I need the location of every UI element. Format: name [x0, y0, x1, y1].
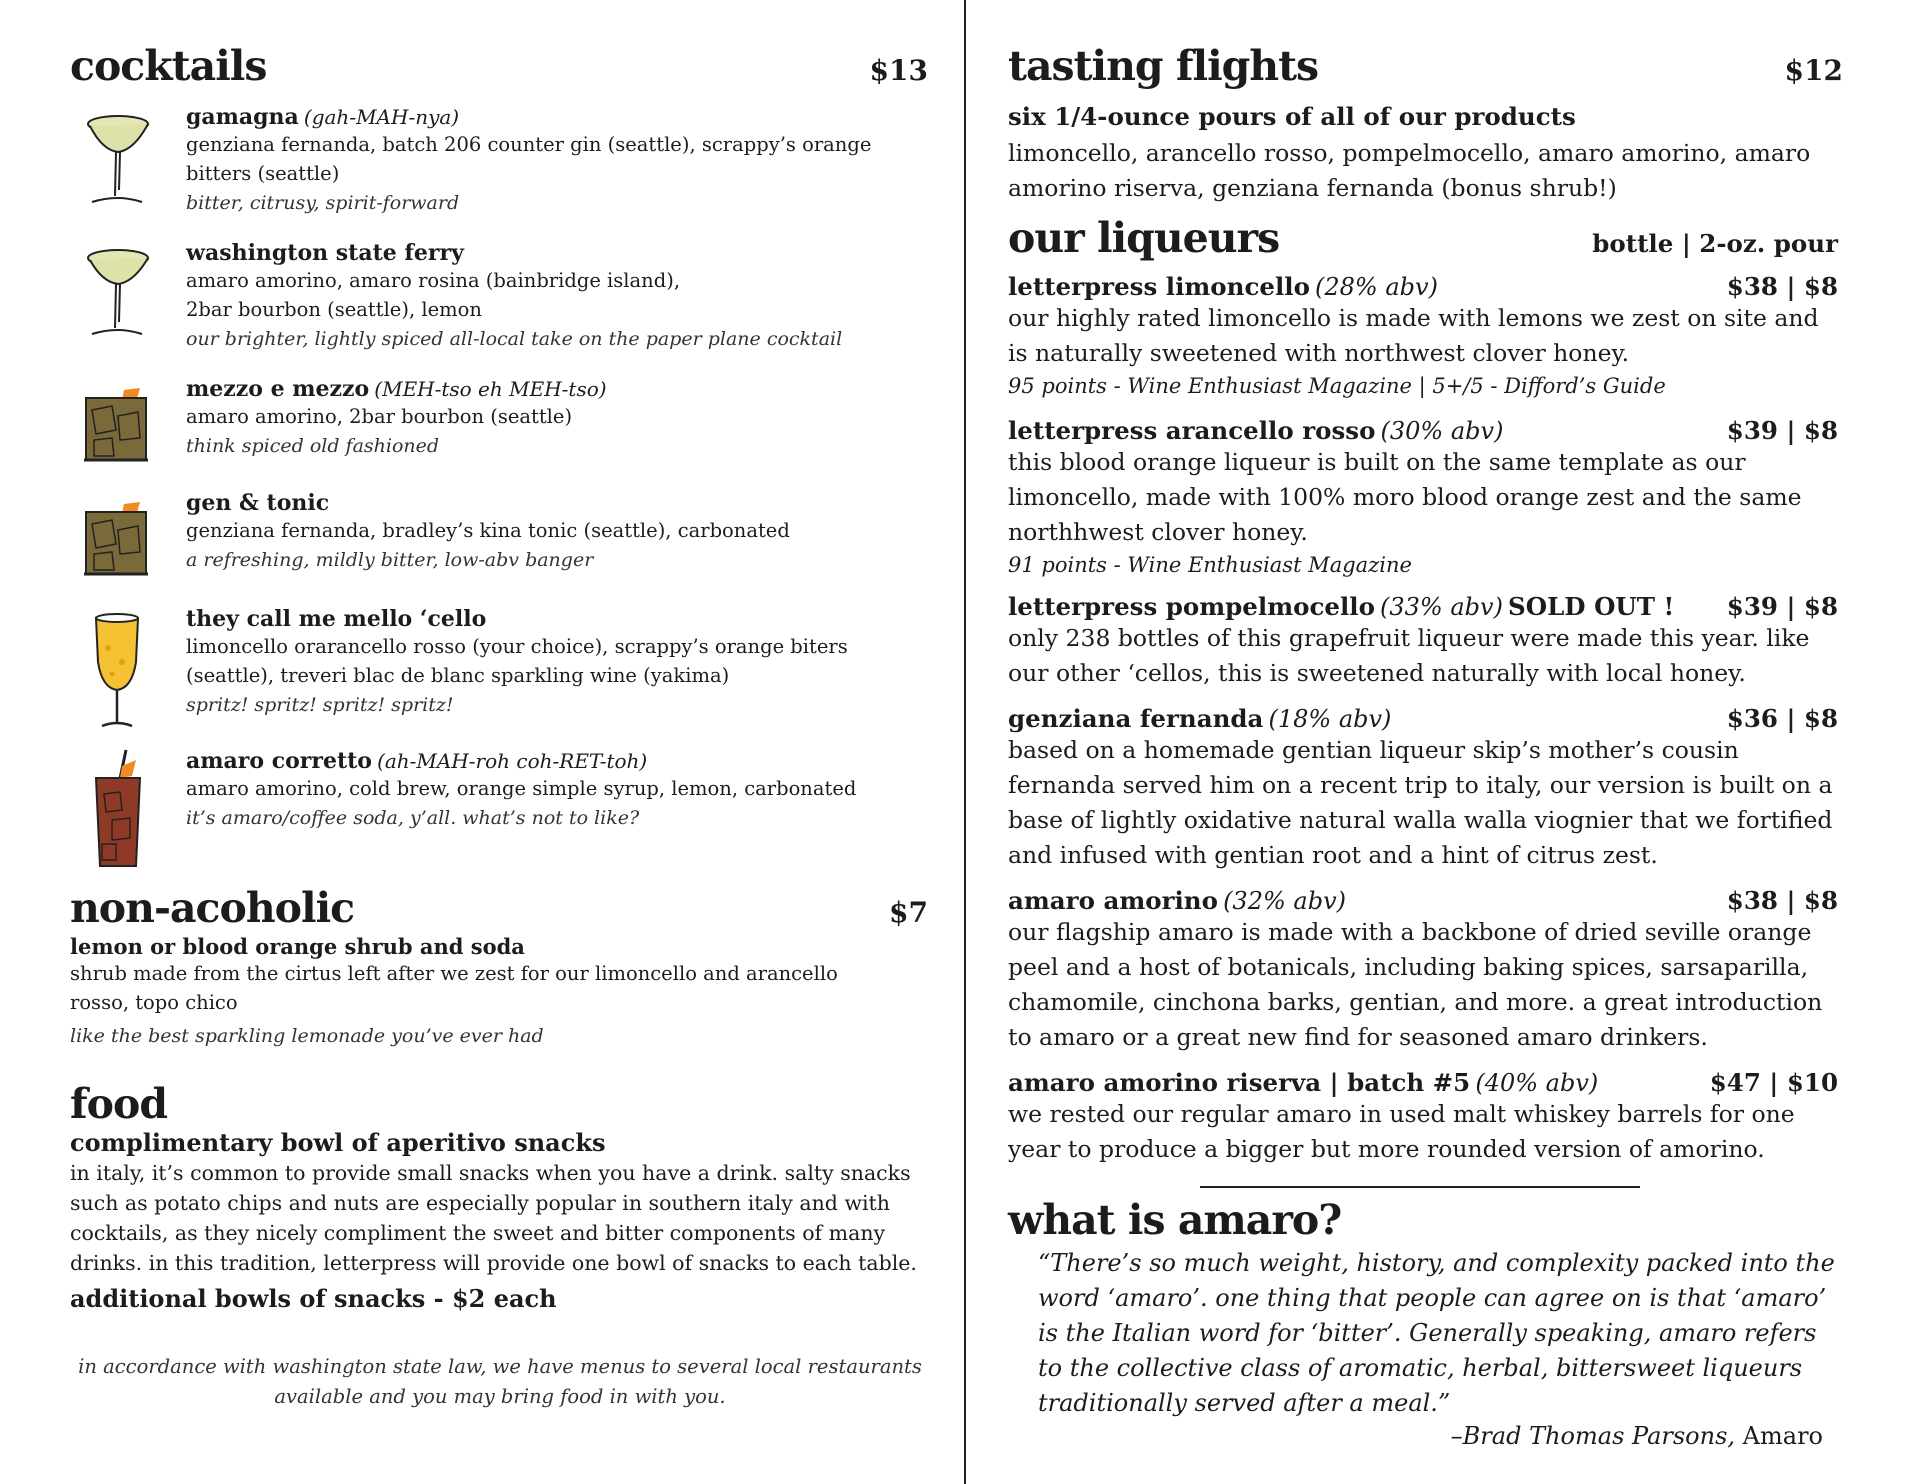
liqueur-abv: (18% abv) [1268, 705, 1392, 733]
cocktail-name: washington state ferry [186, 240, 464, 266]
cocktail-note: spritz! spritz! spritz! spritz! [186, 694, 454, 716]
non-alcoholic-header [70, 884, 928, 932]
tasting-subtitle: six 1/4-ounce pours of all of our products [1008, 102, 1576, 131]
cocktail-text [186, 376, 926, 461]
non-alcoholic-title: non-acoholic [70, 884, 355, 932]
liqueurs-header [1008, 214, 1838, 262]
liqueur-price: $47 | $10 [1709, 1068, 1838, 1097]
liqueur-description: based on a homemade gentian liqueur skip’s mother’s cousin fernanda served him on a recent trip to italy, our version is built on a base of lightly oxidative natural walla walla viognier that we fortified and infused with gentian root and a hint of citrus zest. [1008, 736, 1833, 869]
highball-glass-icon [82, 748, 152, 872]
food-subtitle: complimentary bowl of aperitivo snacks [70, 1128, 606, 1157]
coupe-glass-icon [82, 244, 152, 344]
tasting-header [1008, 42, 1843, 90]
liqueur-note: 91 points - Wine Enthusiast Magazine [1008, 553, 1412, 577]
liqueur-name: amaro amorino riserva | batch #5 [1008, 1068, 1471, 1097]
liqueur-abv: (33% abv) [1380, 593, 1503, 621]
cocktails-header [70, 42, 928, 90]
liqueur-abv: (40% abv) [1475, 1069, 1599, 1097]
cocktail-pronunciation: (MEH-tso eh MEH-tso) [374, 377, 607, 401]
cocktail-name: mezzo e mezzo [186, 376, 370, 402]
cocktail-text [186, 240, 926, 354]
amaro-title: what is amaro? [1008, 1196, 1342, 1244]
cocktail-name: they call me mello ‘cello [186, 606, 487, 632]
cocktail-text [186, 748, 926, 833]
cocktail-name: gamagna [186, 104, 299, 130]
cocktail-note: think spiced old fashioned [186, 435, 440, 457]
cocktail-text [186, 104, 926, 218]
liqueur-note: 95 points - Wine Enthusiast Magazine | 5+/5 - Difford’s Guide [1008, 374, 1666, 398]
food-description: in italy, it’s common to provide small snacks when you have a drink. salty snacks such as potato chips and nuts are especially popular in southern italy and with cocktails, as they nicely compliment the sweet and bitter components of many drinks. in this tradition, letterpress will provide one bowl of snacks to each table. [70, 1161, 917, 1275]
liqueur-description: this blood orange liqueur is built on the same template as our limoncello, made with 100% moro blood orange zest and the same northhwest clover honey. [1008, 448, 1802, 546]
section-rule [1200, 1186, 1640, 1188]
cocktail-ingredients: amaro amorino, amaro rosina (bainbridge island), 2bar bourbon (seattle), lemon [186, 269, 681, 321]
liqueur-description: our flagship amaro is made with a backbone of dried seville orange peel and a host of botanicals, including baking spices, sarsaparilla, chamomile, cinchona barks, gentian, and more. a great introduction to amaro or a great new find for seasoned amaro drinkers. [1008, 918, 1823, 1051]
liqueur-name: letterpress limoncello [1008, 272, 1310, 301]
liqueur-item [1008, 592, 1838, 691]
non-alcoholic-description: shrub made from the cirtus left after we zest for our limoncello and arancello rosso, topo chico [70, 962, 838, 1014]
liqueur-item [1008, 416, 1838, 581]
cocktail-name: gen & tonic [186, 490, 330, 516]
quote-source: Amaro [1742, 1422, 1823, 1450]
cocktail-pronunciation: (gah-MAH-nya) [303, 105, 460, 129]
liqueur-abv: (32% abv) [1223, 887, 1346, 915]
cocktail-ingredients: amaro amorino, cold brew, orange simple syrup, lemon, carbonated [186, 777, 857, 800]
liqueur-description: our highly rated limoncello is made with lemons we zest on site and is naturally sweetened with northwest clover honey. [1008, 304, 1819, 367]
liqueur-price: $38 | $8 [1726, 272, 1838, 301]
tasting-title: tasting flights [1008, 42, 1319, 90]
rocks-glass-icon [82, 500, 152, 580]
liqueur-name: letterpress pompelmocello [1008, 592, 1375, 621]
liqueur-description: we rested our regular amaro in used malt whiskey barrels for one year to produce a bigger but more rounded version of amorino. [1008, 1100, 1795, 1163]
cocktail-name: amaro corretto [186, 748, 372, 774]
liqueur-item [1008, 704, 1838, 873]
non-alcoholic-price: $7 [889, 896, 928, 929]
non-alcoholic-note: like the best sparkling lemonade you’ve ever had [70, 1025, 544, 1047]
liqueur-description: only 238 bottles of this grapefruit liqueur were made this year. like our other ‘cellos, this is sweetened naturally with local honey. [1008, 624, 1810, 687]
food-title: food [70, 1080, 167, 1128]
cocktail-ingredients: limoncello orarancello rosso (your choice), scrappy’s orange biters (seattle), treveri blac de blanc sparkling wine (yakima) [186, 635, 848, 687]
liqueur-item [1008, 886, 1843, 1055]
liqueur-abv: (30% abv) [1380, 417, 1504, 445]
sold-out-badge: SOLD OUT ! [1508, 592, 1675, 621]
cocktails-price: $13 [869, 54, 928, 87]
non-alcoholic-item [70, 934, 930, 1051]
liqueur-item [1008, 272, 1838, 402]
liqueur-name: amaro amorino [1008, 886, 1218, 915]
liqueur-price: $38 | $8 [1726, 886, 1838, 915]
liqueur-price: $39 | $8 [1726, 416, 1838, 445]
cocktail-ingredients: genziana fernanda, batch 206 counter gin (seattle), scrappy’s orange bitters (seattle) [186, 133, 872, 185]
cocktail-text [186, 606, 926, 720]
food-additional: additional bowls of snacks - $2 each [70, 1284, 557, 1313]
tasting-price: $12 [1784, 54, 1843, 87]
cocktail-ingredients: genziana fernanda, bradley’s kina tonic (seattle), carbonated [186, 519, 790, 542]
cocktails-title: cocktails [70, 42, 267, 90]
tasting-description: limoncello, arancello rosso, pompelmocello, amaro amorino, amaro amorino riserva, genziana fernanda (bonus shrub!) [1008, 139, 1811, 202]
amaro-attribution [1451, 1422, 1823, 1450]
cocktail-pronunciation: (ah-MAH-roh coh-RET-toh) [377, 749, 648, 773]
liqueur-abv: (28% abv) [1315, 273, 1438, 301]
cocktail-note: bitter, citrusy, spirit-forward [186, 192, 460, 214]
liqueur-name: genziana fernanda [1008, 704, 1264, 733]
wine-glass-icon [82, 612, 152, 734]
cocktail-note: it’s amaro/coffee soda, y’all. what’s not to like? [186, 807, 640, 829]
liqueur-item [1008, 1068, 1838, 1167]
non-alcoholic-name: lemon or blood orange shrub and soda [70, 934, 525, 959]
cocktail-ingredients: amaro amorino, 2bar bourbon (seattle) [186, 405, 573, 428]
law-note: in accordance with washington state law, we have menus to several local restaurants available and you may bring food in with you. [78, 1355, 922, 1408]
amaro-quote: “There’s so much weight, history, and complexity packed into the word ‘amaro’. one thing that people can agree on is that ‘amaro’ is the Italian word for ‘bitter’. Generally speaking, amaro refers to the collective class of aromatic, herbal, bittersweet liqueurs traditionally served after a meal.” [1038, 1249, 1835, 1417]
cocktail-note: our brighter, lightly spiced all-local take on the paper plane cocktail [186, 328, 843, 350]
liqueurs-header-price: bottle | 2-oz. pour [1592, 229, 1838, 258]
liqueur-name: letterpress arancello rosso [1008, 416, 1376, 445]
quote-author: –Brad Thomas Parsons, [1450, 1422, 1736, 1450]
cocktail-note: a refreshing, mildly bitter, low-abv banger [186, 549, 594, 571]
coupe-glass-icon [82, 110, 152, 210]
liqueurs-title: our liqueurs [1008, 214, 1280, 262]
liqueur-price: $36 | $8 [1726, 704, 1838, 733]
liqueur-price: $39 | $8 [1726, 592, 1838, 621]
cocktail-text [186, 490, 926, 575]
rocks-glass-icon [82, 386, 152, 466]
column-divider [964, 0, 966, 1484]
